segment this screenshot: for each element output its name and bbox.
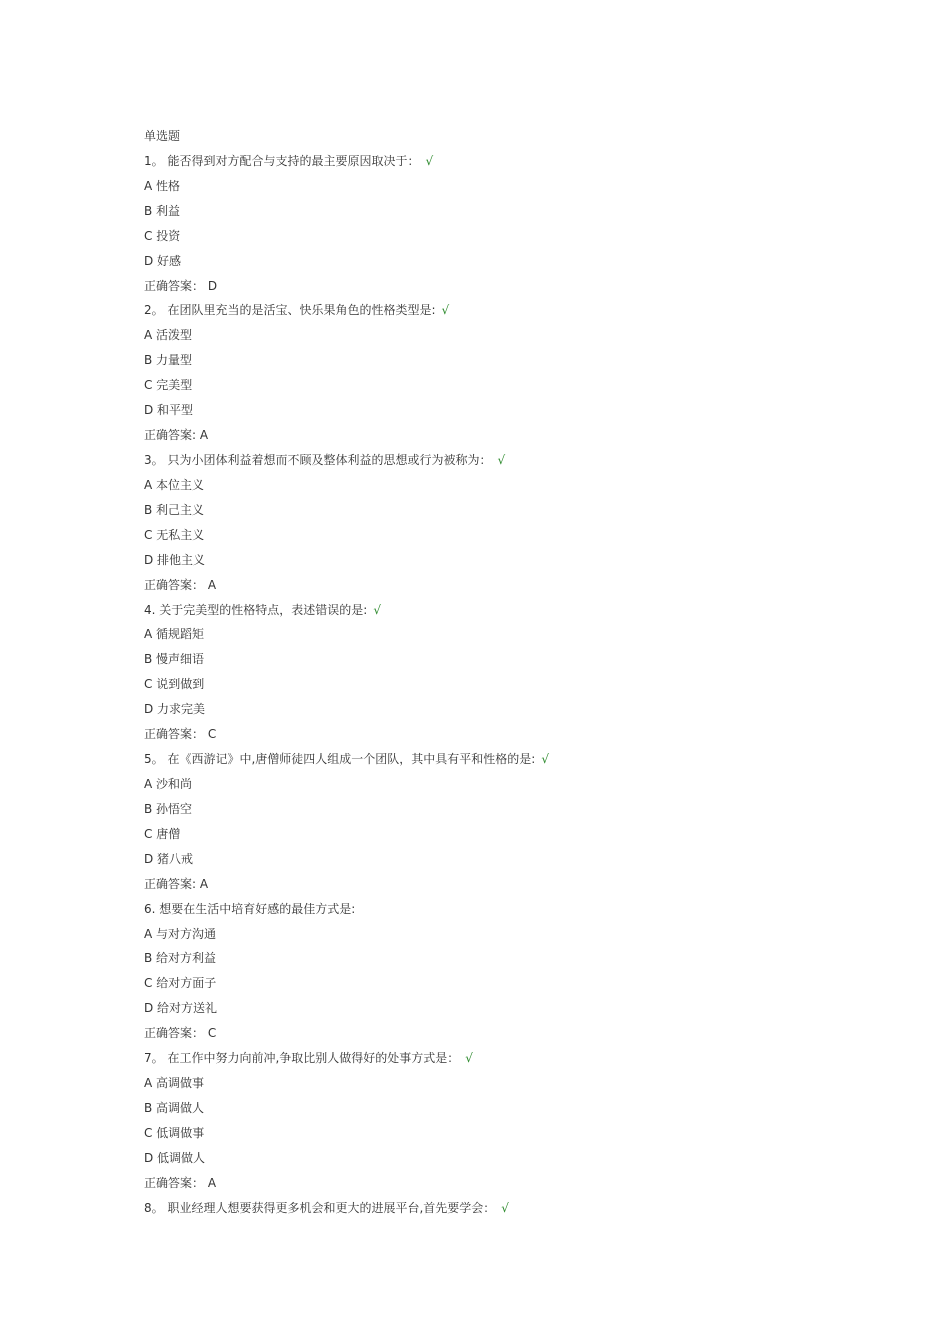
answer-option: B 利己主义 [144,502,205,517]
question-label: 5。 在《西游记》中,唐僧师徒四人组成一个团队，其中具有平和性格的是: [144,752,536,767]
answer-option: C 无私主义 [144,527,205,542]
answer-option: A 高调做事 [144,1076,205,1091]
correct-answer: 正确答案: A [144,428,209,443]
document-body [144,124,864,1221]
answer-option: C 投资 [144,228,181,243]
question-block [144,1046,864,1196]
check-mark-icon: √ [541,752,549,767]
section-title: 单选题 [144,129,181,143]
answer-option: A 与对方沟通 [144,926,217,941]
check-mark-icon: √ [501,1200,509,1215]
answer-option: A 本位主义 [144,477,205,492]
question-label: 7。 在工作中努力向前冲,争取比别人做得好的处事方式是： [144,1051,460,1066]
question-block [144,747,864,897]
answer-option: C 低调做事 [144,1125,205,1140]
question-text [144,1196,864,1221]
question-block [144,149,864,299]
answer-option: D 好感 [144,253,182,268]
question-label: 1。 能否得到对方配合与支持的最主要原因取决于： [144,153,420,168]
question-block [144,1196,864,1221]
question-text [144,298,864,323]
answer-option: B 力量型 [144,353,193,368]
correct-answer: 正确答案： D [144,278,218,293]
answer-option: C 完美型 [144,378,193,393]
question-block [144,897,864,1047]
answer-option: B 利益 [144,203,181,218]
question-text [144,1046,864,1071]
question-label: 3。 只为小团体利益着想而不顾及整体利益的思想或行为被称为： [144,452,492,467]
answer-option: B 孙悟空 [144,801,193,816]
correct-answer: 正确答案： C [144,727,217,742]
correct-answer: 正确答案： A [144,577,217,592]
answer-option: C 唐僧 [144,826,181,841]
answer-option: D 低调做人 [144,1150,206,1165]
question-block [144,298,864,448]
question-text [144,149,864,174]
correct-answer: 正确答案： A [144,1175,217,1190]
answer-option: A 循规蹈矩 [144,627,205,642]
question-text [144,598,864,623]
answer-option: C 给对方面子 [144,976,217,991]
correct-answer: 正确答案: A [144,876,209,891]
question-label: 4. 关于完美型的性格特点，表述错误的是: [144,602,368,617]
answer-option: B 慢声细语 [144,652,205,667]
check-mark-icon: √ [497,452,506,467]
question-text [144,448,864,473]
answer-option: C 说到做到 [144,677,205,692]
question-text [144,747,864,772]
answer-option: D 力求完美 [144,702,206,717]
check-mark-icon: √ [373,602,381,617]
question-block [144,598,864,748]
answer-option: D 给对方送礼 [144,1001,218,1016]
question-label: 6. 想要在生活中培育好感的最佳方式是: [144,901,356,916]
question-block [144,448,864,598]
answer-option: D 猪八戒 [144,851,194,866]
answer-option: D 排他主义 [144,552,206,567]
answer-option: A 性格 [144,178,181,193]
answer-option: A 活泼型 [144,328,193,343]
answer-option: B 高调做人 [144,1100,205,1115]
question-label: 2。 在团队里充当的是活宝、快乐果角色的性格类型是: [144,303,436,318]
answer-option: B 给对方利益 [144,951,217,966]
question-text [144,897,864,922]
check-mark-icon: √ [425,153,434,168]
correct-answer: 正确答案： C [144,1026,217,1041]
answer-option: D 和平型 [144,403,194,418]
check-mark-icon: √ [465,1051,473,1066]
check-mark-icon: √ [441,303,450,318]
answer-option: A 沙和尚 [144,776,193,791]
question-label: 8。 职业经理人想要获得更多机会和更大的进展平台,首先要学会： [144,1200,496,1215]
question-list [144,149,864,1221]
